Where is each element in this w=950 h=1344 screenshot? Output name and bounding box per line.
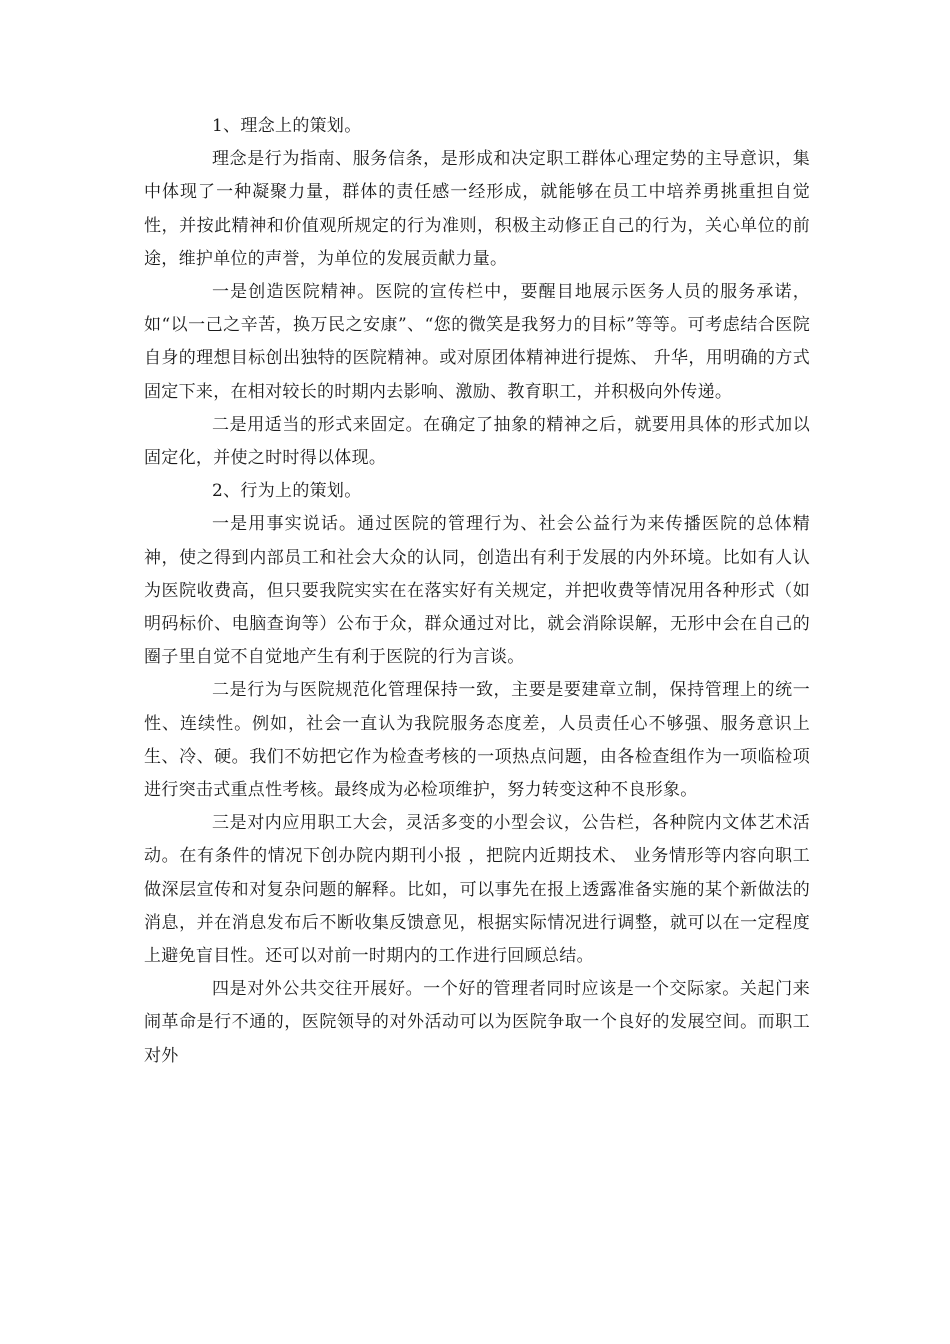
section-heading-concept: 1、理念上的策划。 xyxy=(212,116,362,136)
paragraph-fixed-form: 二是用适当的形式来固定。在确定了抽象的精神之后，就要用具体的形式加以固定化，并使之时时得以体现。 xyxy=(144,414,810,469)
section-heading-behavior: 2、行为上的策划。 xyxy=(212,481,362,502)
paragraph-concept-definition: 理念是行为指南、服务信条，是形成和决定职工群体心理定势的主导意识，集中体现了一种凝聚力量，群体的责任感一经形成，就能够在员工中培养勇挑重担自觉性，并按此精神和价值观所规定的行为准则，积极主动修正自己的行为，关心单位的前途，维护单位的声誉，为单位的发展贡献力量。 xyxy=(144,149,810,269)
document-body xyxy=(144,110,810,1073)
paragraph-standardized-management: 二是行为与医院规范化管理保持一致，主要是要建章立制，保持管理上的统一性、连续性。例如，社会一直认为我院服务态度差，人员责任心不够强、服务意识上生、冷、硬。我们不妨把它作为检查考核的一项热点问题，由各检查组作为一项临检项进行突击式重点性考核。最终成为必检项维护，努力转变这种不良形象。 xyxy=(144,680,810,801)
paragraph-internal-communication: 三是对内应用职工大会，灵活多变的小型会议，公告栏，各种院内文体艺术活动。在有条件的情况下创办院内期刊小报 ，把院内近期技术、 业务情形等内容向职工做深层宣传和对复杂问题的解释。比如，可以事先在报上透露准备实施的某个新做法的消息，并在消息发布后不断收集反馈意见，根据实际情况进行调整，就可以在一定程度上避免盲目性。还可以对前一时期内的工作进行回顾总结。 xyxy=(144,813,810,967)
paragraph-external-relations: 四是对外公共交往开展好。一个好的管理者同时应该是一个交际家。关起门来闹革命是行不通的，医院领导的对外活动可以为医院争取一个良好的发展空间。而职工对外 xyxy=(144,979,810,1066)
paragraph-facts: 一是用事实说话。通过医院的管理行为、社会公益行为来传播医院的总体精神，使之得到内部员工和社会大众的认同，创造出有利于发展的内外环境。比如有人认为医院收费高，但只要我院实实在在落实好有关规定，并把收费等情况用各种形式（如明码标价、电脑查询等）公布于众，群众通过对比，就会消除误解，无形中会在自己的圈子里自觉不自觉地产生有利于医院的行为言谈。 xyxy=(144,514,810,668)
paragraph-hospital-spirit: 一是创造医院精神。医院的宣传栏中，要醒目地展示医务人员的服务承诺，如“以一己之辛苦，换万民之安康”、“您的微笑是我努力的目标”等等。可考虑结合医院自身的理想目标创出独特的医院精神。或对原团体精神进行提炼、 升华，用明确的方式固定下来，在相对较长的时期内去影响、激励、教育职工，并积极向外传递。 xyxy=(144,282,810,402)
